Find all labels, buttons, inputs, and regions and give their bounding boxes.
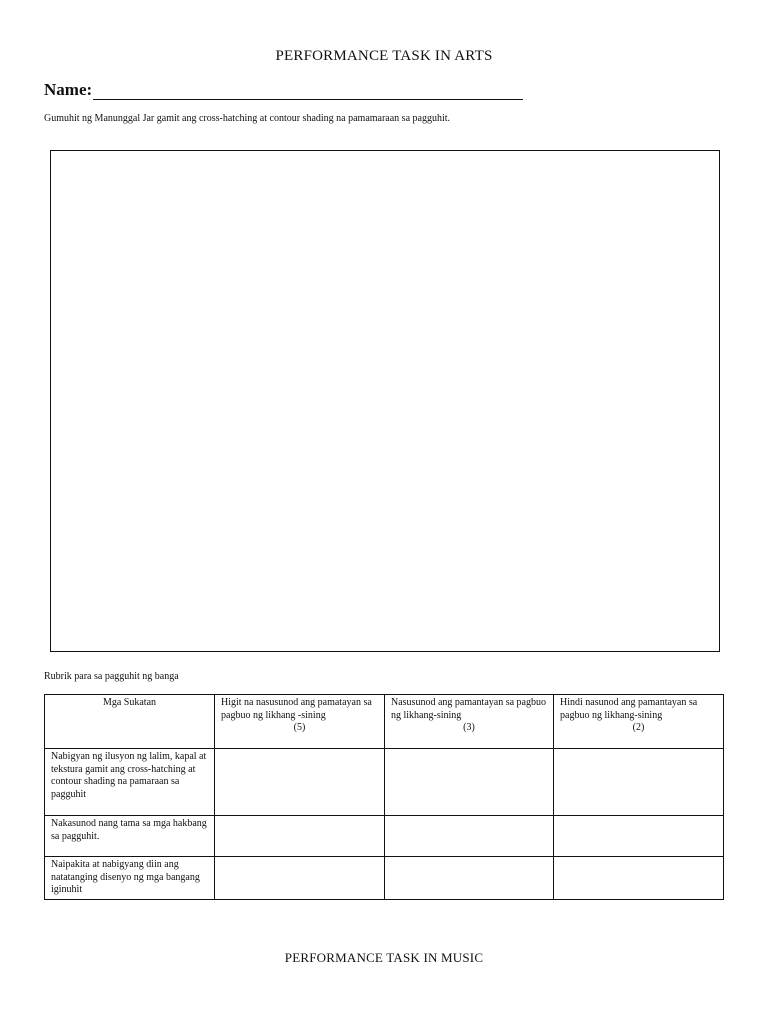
page-title: PERFORMANCE TASK IN ARTS	[275, 48, 493, 64]
criteria-cell: Naipakita at nabigyang diin ang natatanging disenyo ng mga bangang iginuhit	[45, 857, 215, 900]
score-cell[interactable]	[385, 816, 554, 857]
name-field	[44, 80, 523, 100]
name-label: Name:	[44, 80, 93, 99]
instruction-text: Gumuhit ng Manunggal Jar gamit ang cross-hatching at contour shading na pamamaraan sa pagguhit.	[44, 113, 451, 124]
table-row	[45, 816, 724, 857]
table-row	[45, 749, 724, 816]
score-cell[interactable]	[385, 857, 554, 900]
header-criteria: Mga Sukatan	[45, 695, 215, 749]
score-cell[interactable]	[215, 816, 385, 857]
table-row	[45, 857, 724, 900]
score-cell[interactable]	[385, 749, 554, 816]
header-score-5: Higit na nasusunod ang pamatayan sa pagbuo ng likhang -sining (5)	[215, 695, 385, 749]
rubric-table	[44, 694, 724, 900]
criteria-cell: Nabigyan ng ilusyon ng lalim, kapal at tekstura gamit ang cross-hatching at contour shading na pamaraan sa pagguhit	[45, 749, 215, 816]
header-score-2: Hindi nasunod ang pamantayan sa pagbuo ng likhang-sining (2)	[554, 695, 724, 749]
score-cell[interactable]	[554, 816, 724, 857]
score-label: (2)	[632, 722, 645, 733]
next-section-title: PERFORMANCE TASK IN MUSIC	[284, 950, 484, 965]
score-cell[interactable]	[215, 749, 385, 816]
name-blank-line	[93, 83, 523, 100]
score-label: (3)	[463, 722, 475, 733]
rubric-title: Rubrik para sa pagguhit ng banga	[44, 671, 179, 682]
score-label: (5)	[293, 722, 306, 733]
score-cell[interactable]	[554, 857, 724, 900]
score-cell[interactable]	[554, 749, 724, 816]
score-cell[interactable]	[215, 857, 385, 900]
criteria-cell: Nakasunod nang tama sa mga hakbang sa pagguhit.	[45, 816, 215, 857]
rubric-header-row	[45, 695, 724, 749]
drawing-area-box	[50, 150, 720, 652]
header-score-3: Nasusunod ang pamantayan sa pagbuo ng likhang-sining (3)	[385, 695, 554, 749]
